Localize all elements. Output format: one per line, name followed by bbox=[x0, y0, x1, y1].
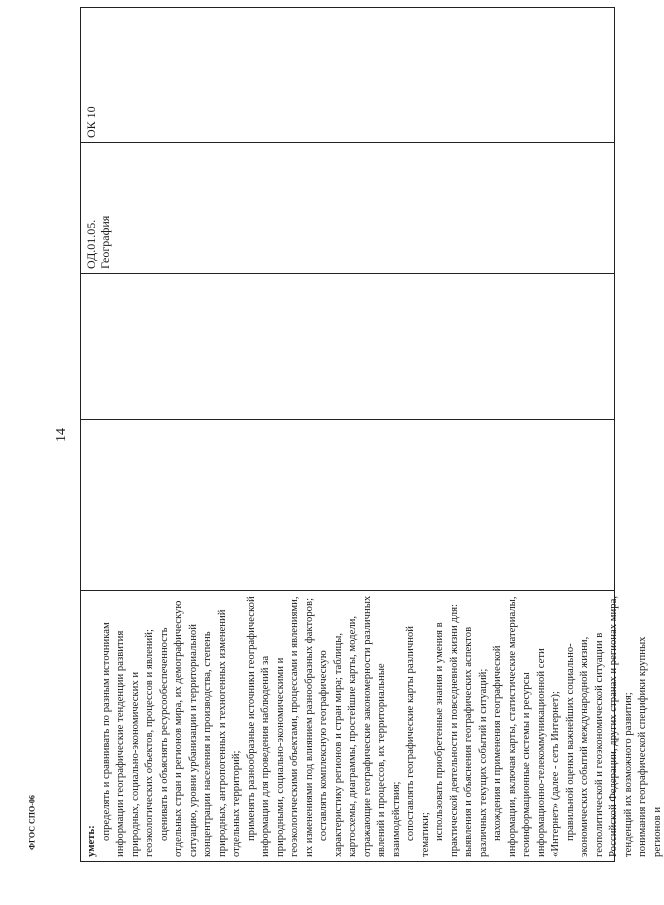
study-hours-cell bbox=[81, 274, 615, 420]
discipline-code: ОД.01.05. bbox=[84, 219, 98, 269]
competency-code: ОК 10 bbox=[84, 106, 98, 138]
footer-code: ФГОС СПО-06 bbox=[27, 795, 37, 850]
discipline-name: География bbox=[98, 215, 112, 269]
page-frame bbox=[80, 13, 663, 862]
hours-cell bbox=[81, 420, 615, 591]
skill-item: оценивать и объяснять ресурсообеспеченность отдельных стран и регионов мира, их демографическую ситуацию, уровни урбанизации и территориальной концентрации населения и производства, степень природных, антропогенных и техногенных изменений отдельных территорий; bbox=[157, 600, 242, 857]
page-number: 14 bbox=[54, 428, 69, 442]
discipline-cell bbox=[81, 143, 615, 274]
table-row bbox=[81, 8, 615, 862]
curriculum-table bbox=[80, 7, 663, 862]
skill-item: правильной оценки важнейших социально-экономических событий международной жизни, геополитической и геоэкономической ситуации в Российской Федерации, других странах и регионах мира, тенденций их возможного развития; bbox=[563, 595, 634, 857]
skills-cell bbox=[81, 591, 663, 862]
skill-item: определять и сравнивать по разным источникам информации географические тенденции развития природных, социально-экономических и геоэкологических объектов, процессов и явлений; bbox=[99, 622, 155, 857]
skill-item: использовать приобретенные знания и умения в практической деятельности и повседневной жизни для: bbox=[433, 603, 460, 857]
skill-item: нахождения и применения географической информации, включая карты, статистические материалы, геоинформационные системы и ресурсы информационно-телекоммуникационной сети «Интернет» (далее - сеть Интернет); bbox=[491, 596, 561, 857]
skill-item: составлять комплексную географическую характеристику регионов и стран мира; таблицы, картосхемы, диаграммы, простейшие карты, модели, отражающие географические закономерности различных явлений и процессов, их территориальные взаимодействия; bbox=[317, 595, 402, 857]
skills-content bbox=[81, 591, 663, 861]
skill-item: сопоставлять географические карты различной тематики; bbox=[404, 626, 431, 857]
skills-heading: уметь: bbox=[85, 825, 97, 857]
skill-item: выявления и объяснения географических аспектов различных текущих событий и ситуаций; bbox=[462, 626, 489, 857]
discipline-content bbox=[81, 143, 614, 273]
competency-cell bbox=[81, 8, 615, 143]
skill-item: понимания географической специфики крупных регионов и bbox=[636, 636, 663, 857]
skill-item: применять разнообразные источники географической информации для проведения наблюдений за природными, социально-экономическими и геоэкологическими объектами, процессами и явлениями, их изменениями под влиянием разнообразных факторов; bbox=[244, 596, 315, 857]
